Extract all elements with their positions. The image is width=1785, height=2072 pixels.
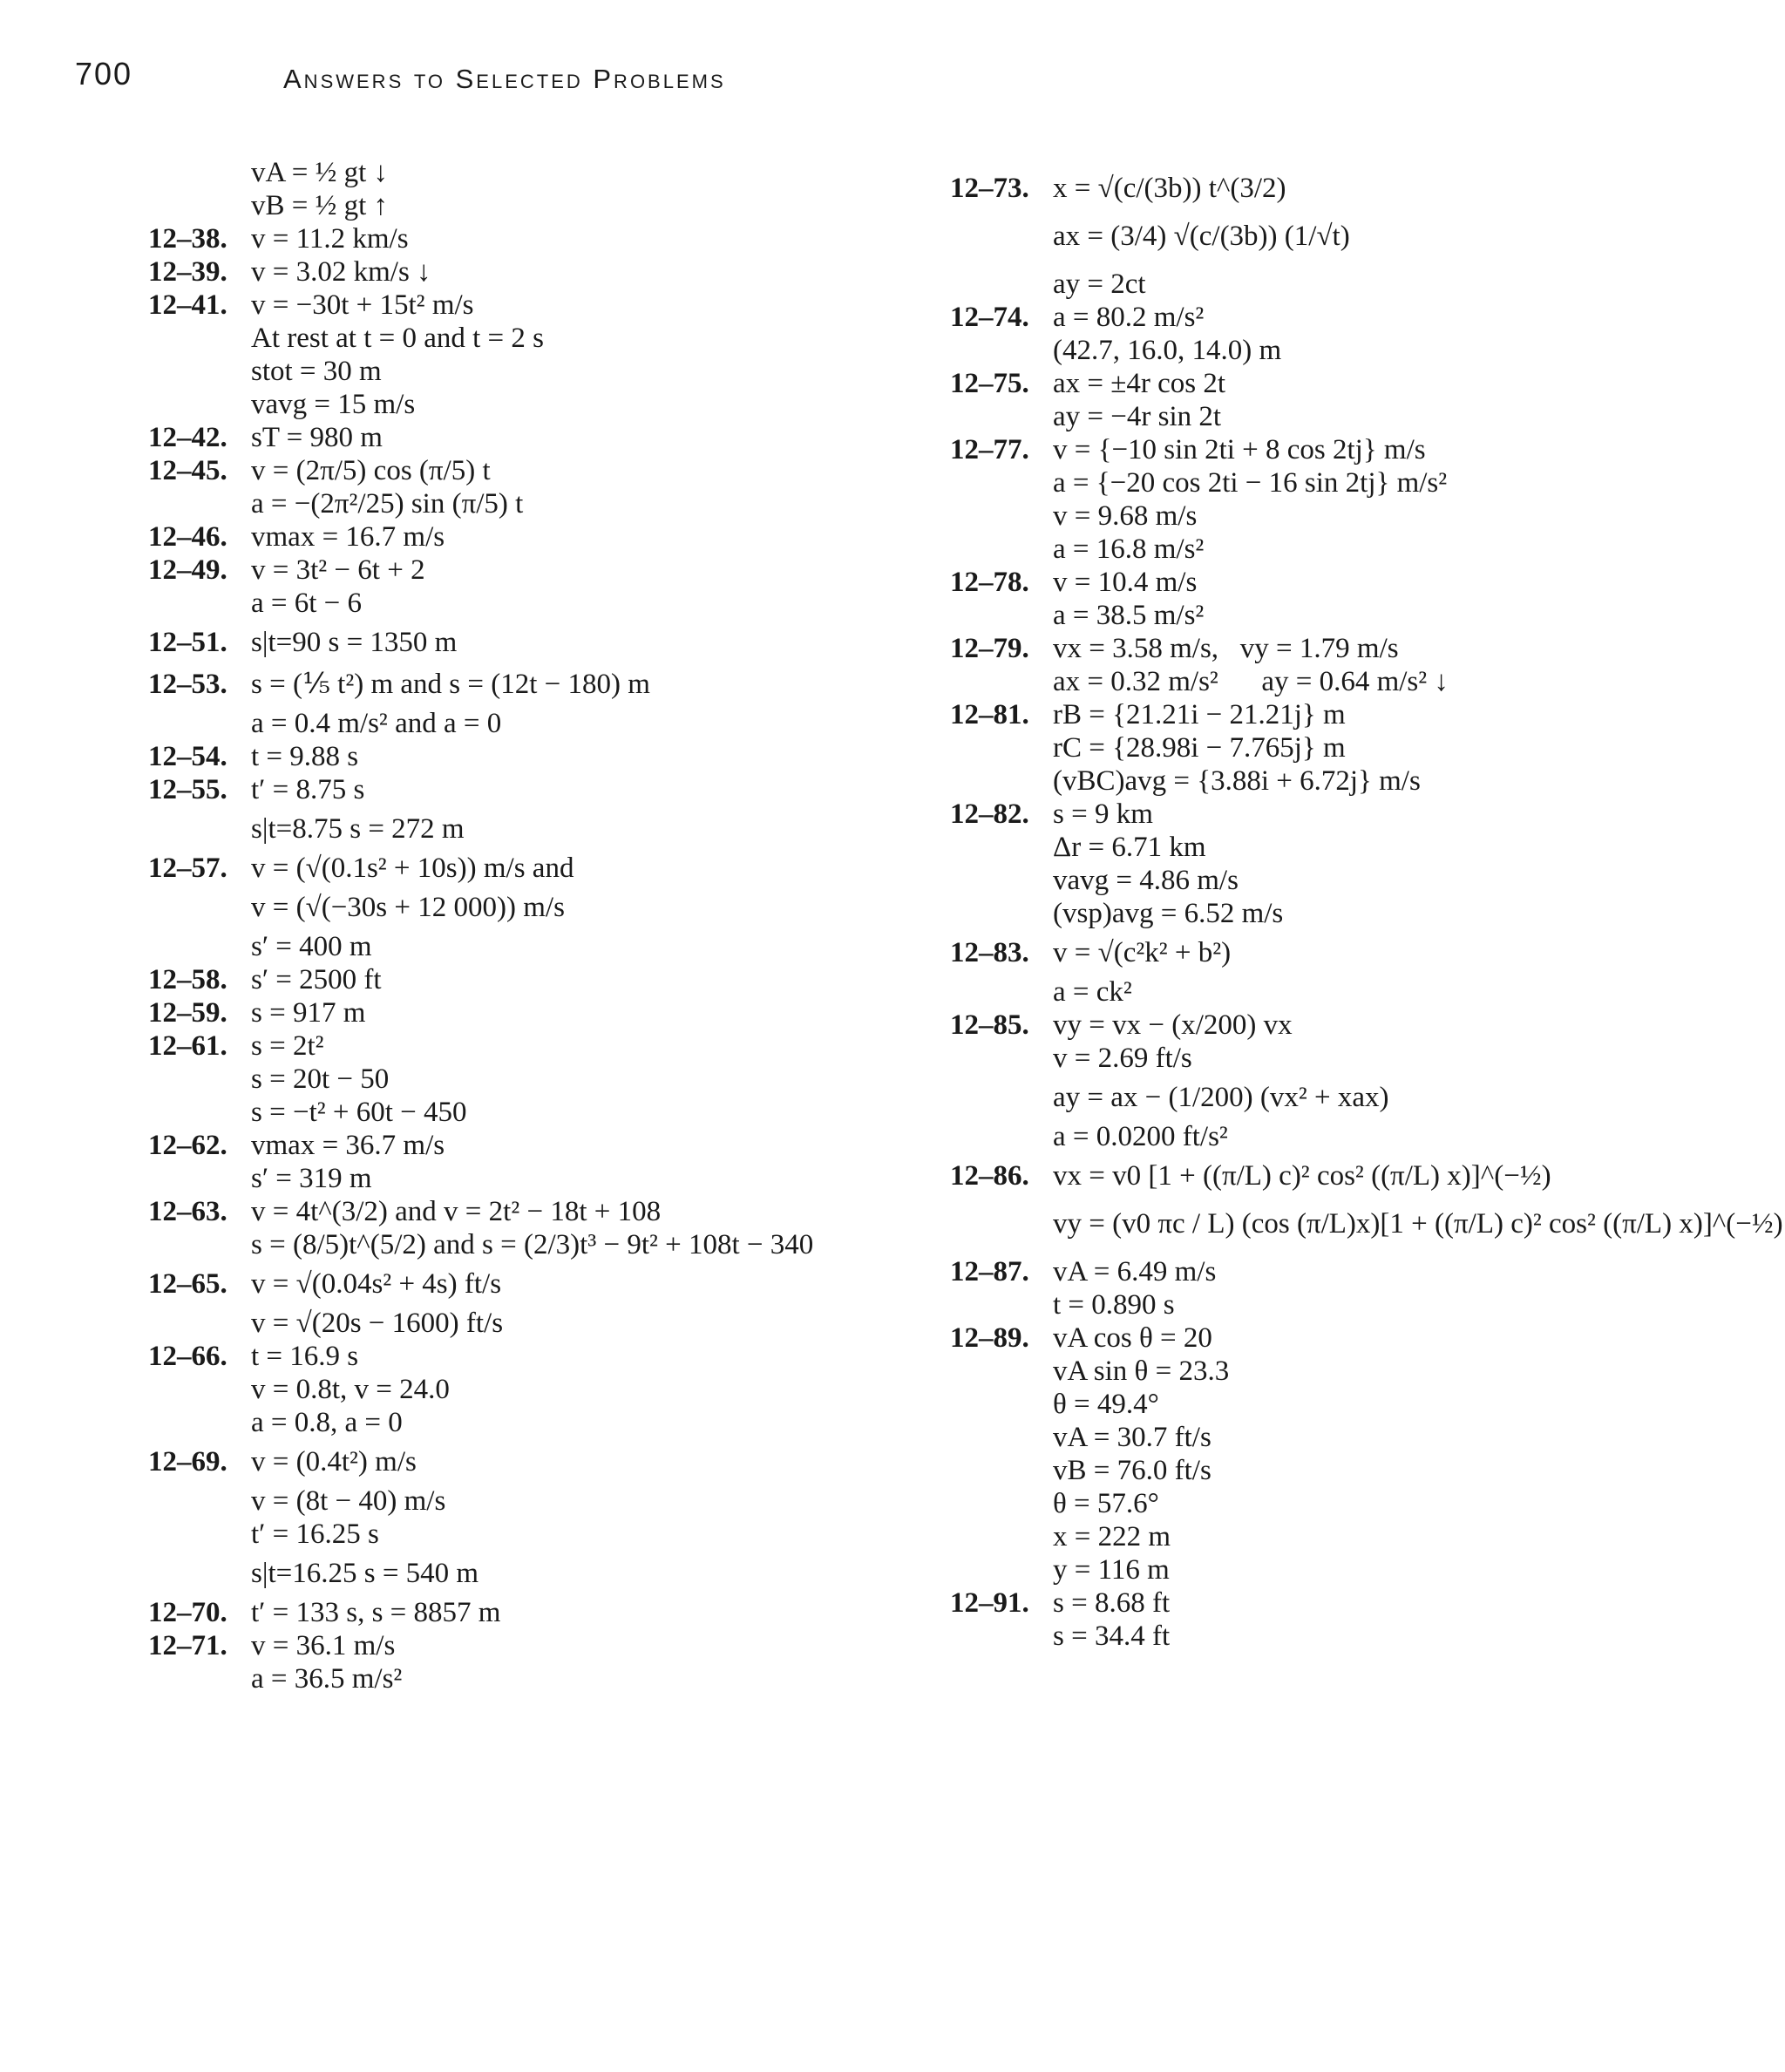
problem-number: 12–69. (148, 1446, 227, 1478)
answer-entry (950, 1620, 1717, 1653)
answer-entry (950, 865, 1717, 897)
answer-entry (148, 813, 837, 846)
running-head: Answers to Selected Problems (283, 64, 726, 94)
answer-text: a = 80.2 m/s² (1053, 302, 1205, 333)
problem-number: 12–65. (148, 1268, 227, 1300)
answer-entry (148, 1308, 837, 1340)
answer-text: t′ = 133 s, s = 8857 m (251, 1597, 501, 1628)
answer-text: vA = 30.7 ft/s (1053, 1422, 1211, 1453)
problem-number: 12–86. (950, 1160, 1029, 1192)
answer-text: v = (√(−30s + 12 000)) m/s (251, 892, 565, 923)
answer-entry (950, 500, 1717, 533)
answer-text: vA = 6.49 m/s (1053, 1256, 1217, 1287)
answer-text: a = 0.4 m/s² and a = 0 (251, 708, 502, 739)
answer-entry (148, 1597, 837, 1629)
answer-entry (950, 765, 1717, 798)
answer-text: s = 917 m (251, 997, 366, 1029)
answer-text: a = 36.5 m/s² (251, 1663, 403, 1695)
answer-text: y = 116 m (1053, 1554, 1170, 1586)
answer-text: vy = (v0 πc / L) (cos (π/L)x)[1 + ((π/L) c)² cos² ((π/L) x)]^(−½) (1053, 1208, 1783, 1240)
answer-entry (950, 221, 1717, 253)
answer-text: ax = (3/4) √(c/(3b)) (1/√t) (1053, 221, 1350, 252)
answer-entry (950, 1289, 1717, 1321)
answer-entry (148, 455, 837, 487)
answer-text: s = 2t² (251, 1030, 324, 1062)
problem-number: 12–45. (148, 455, 227, 486)
answer-entry (148, 666, 837, 701)
answer-entry (148, 627, 837, 659)
answer-entry (148, 223, 837, 255)
answer-entry (950, 633, 1717, 665)
answer-entry (950, 1422, 1717, 1454)
answer-entry (148, 554, 837, 587)
answer-text: ay = 2ct (1053, 268, 1146, 300)
answer-entry (148, 190, 837, 222)
problem-number: 12–42. (148, 422, 227, 453)
problem-number: 12–74. (950, 302, 1029, 333)
answer-entry (950, 1389, 1717, 1421)
answer-text: s = 8.68 ft (1053, 1587, 1171, 1619)
answer-text: x = √(c/(3b)) t^(3/2) (1053, 173, 1286, 204)
answer-text: vavg = 4.86 m/s (1053, 865, 1239, 896)
answer-entry (148, 1229, 837, 1261)
problem-number: 12–81. (950, 699, 1029, 730)
answer-entry (950, 1082, 1717, 1114)
answers-column-left (148, 157, 837, 1696)
problem-number: 12–59. (148, 997, 227, 1029)
answer-entry (950, 1554, 1717, 1586)
problem-number: 12–73. (950, 173, 1029, 204)
answer-text: v = 3t² − 6t + 2 (251, 554, 425, 586)
answer-text: vmax = 36.7 m/s (251, 1130, 445, 1161)
answer-text: v = (2π/5) cos (π/5) t (251, 455, 491, 486)
answer-entry (950, 732, 1717, 764)
answer-entry (148, 1446, 837, 1478)
answer-entry (148, 1196, 837, 1228)
answer-entry (950, 335, 1717, 367)
problem-number: 12–51. (148, 627, 227, 658)
answer-text: s′ = 400 m (251, 931, 372, 962)
answer-text: (42.7, 16.0, 14.0) m (1053, 335, 1282, 366)
answers-column-right (950, 157, 1783, 1654)
answer-text: v = 10.4 m/s (1053, 567, 1198, 598)
problem-number: 12–87. (950, 1256, 1029, 1287)
problem-number: 12–89. (950, 1322, 1029, 1354)
answer-text: v = √(c²k² + b²) (1053, 937, 1232, 968)
answer-entry (148, 521, 837, 554)
answer-text: stot = 30 m (251, 356, 382, 387)
answer-text: v = −30t + 15t² m/s (251, 289, 474, 321)
answer-entry (148, 1097, 837, 1129)
answer-entry (148, 256, 837, 289)
answer-text: vy = vx − (x/200) vx (1053, 1009, 1293, 1041)
answer-text: ax = ±4r cos 2t (1053, 368, 1226, 399)
answer-entry (950, 1256, 1717, 1288)
answer-text: v = 36.1 m/s (251, 1630, 396, 1661)
answer-text: At rest at t = 0 and t = 2 s (251, 323, 545, 354)
problem-number: 12–57. (148, 853, 227, 884)
answer-entry (148, 964, 837, 996)
answer-entry (950, 937, 1717, 969)
answer-text: a = ck² (1053, 976, 1132, 1008)
answer-text: vB = 76.0 ft/s (1053, 1455, 1211, 1486)
answer-entry (148, 892, 837, 924)
answer-text: rC = {28.98i − 7.765j} m (1053, 732, 1346, 764)
answer-text: a = 0.0200 ft/s² (1053, 1121, 1228, 1152)
answer-text: s|t=90 s = 1350 m (251, 627, 458, 658)
answer-text: s|t=8.75 s = 272 m (251, 813, 465, 845)
answer-text: vA cos θ = 20 (1053, 1322, 1212, 1354)
answer-text: v = (√(0.1s² + 10s)) m/s and (251, 853, 574, 884)
answer-entry (950, 1587, 1717, 1620)
answer-entry (148, 741, 837, 773)
answer-text: Δr = 6.71 km (1053, 832, 1206, 863)
problem-number: 12–39. (148, 256, 227, 288)
answer-text: v = 2.69 ft/s (1053, 1043, 1192, 1074)
answer-text: vA = ½ gt ↓ (251, 157, 389, 188)
answer-entry (148, 389, 837, 421)
answer-entry (148, 1663, 837, 1695)
page-number: 700 (75, 56, 133, 92)
answer-entry (950, 898, 1717, 930)
answer-entry (950, 1455, 1717, 1487)
answer-text: θ = 49.4° (1053, 1389, 1159, 1420)
problem-number: 12–77. (950, 434, 1029, 465)
problem-number: 12–91. (950, 1587, 1029, 1619)
answer-entry (148, 1485, 837, 1518)
answer-entry (950, 302, 1717, 334)
answer-entry (950, 1043, 1717, 1075)
answer-text: t = 0.890 s (1053, 1289, 1175, 1321)
answer-entry (148, 1558, 837, 1590)
answer-text: s = (⅕ t²) m and s = (12t − 180) m (251, 669, 650, 700)
answer-entry (148, 1163, 837, 1195)
answer-entry (950, 976, 1717, 1009)
answer-text: s|t=16.25 s = 540 m (251, 1558, 479, 1589)
answer-text: a = −(2π²/25) sin (π/5) t (251, 488, 524, 520)
answer-text: s = (8/5)t^(5/2) and s = (2/3)t³ − 9t² + 108t − 340 (251, 1229, 814, 1260)
problem-number: 12–71. (148, 1630, 227, 1661)
answer-entry (148, 997, 837, 1029)
answer-entry (950, 268, 1717, 301)
answer-entry (148, 1341, 837, 1373)
answer-text: v = {−10 sin 2ti + 8 cos 2tj} m/s (1053, 434, 1426, 465)
answer-text: a = 16.8 m/s² (1053, 533, 1205, 565)
problem-number: 12–41. (148, 289, 227, 321)
answer-text: vx = v0 [1 + ((π/L) c)² cos² ((π/L) x)]^(−½) (1053, 1160, 1551, 1192)
answer-entry (950, 368, 1717, 400)
answer-entry (148, 708, 837, 740)
answer-text: t′ = 8.75 s (251, 774, 365, 805)
answer-text: s′ = 2500 ft (251, 964, 382, 995)
answer-entry (148, 1518, 837, 1551)
answer-text: s = 20t − 50 (251, 1063, 390, 1095)
answer-entry (148, 1130, 837, 1162)
problem-number: 12–79. (950, 633, 1029, 664)
answer-entry (148, 157, 837, 189)
answer-text: v = (0.4t²) m/s (251, 1446, 417, 1478)
answer-text: v = 3.02 km/s ↓ (251, 256, 431, 288)
answer-entry (950, 1521, 1717, 1553)
answer-text: v = √(20s − 1600) ft/s (251, 1308, 504, 1339)
answer-text: s′ = 319 m (251, 1163, 372, 1194)
answer-entry (950, 434, 1717, 466)
answer-entry (148, 356, 837, 388)
answer-entry (148, 931, 837, 963)
answer-text: s = 9 km (1053, 798, 1153, 830)
answer-entry (148, 289, 837, 322)
answer-entry (950, 1488, 1717, 1520)
problem-number: 12–53. (148, 669, 227, 700)
answer-entry (950, 401, 1717, 433)
problem-number: 12–83. (950, 937, 1029, 968)
problem-number: 12–62. (148, 1130, 227, 1161)
problem-number: 12–49. (148, 554, 227, 586)
answer-text: sT = 980 m (251, 422, 383, 453)
answer-entry (950, 467, 1717, 499)
answer-text: (vBC)avg = {3.88i + 6.72j} m/s (1053, 765, 1421, 797)
answer-entry (148, 853, 837, 885)
answer-text: a = 38.5 m/s² (1053, 600, 1205, 631)
answer-text: ay = −4r sin 2t (1053, 401, 1222, 432)
answer-text: v = (8t − 40) m/s (251, 1485, 446, 1517)
answer-entry (950, 1208, 1783, 1240)
problem-number: 12–55. (148, 774, 227, 805)
answer-entry (148, 1030, 837, 1063)
answer-entry (950, 533, 1717, 566)
answer-entry (148, 488, 837, 520)
problem-number: 12–82. (950, 798, 1029, 830)
answer-entry (950, 567, 1717, 599)
answer-entry (950, 1009, 1717, 1042)
problem-number: 12–70. (148, 1597, 227, 1628)
answer-text: θ = 57.6° (1053, 1488, 1159, 1519)
answer-entry (148, 1268, 837, 1301)
answer-text: vavg = 15 m/s (251, 389, 416, 420)
answer-entry (950, 1160, 1717, 1192)
answer-text: vA sin θ = 23.3 (1053, 1355, 1230, 1387)
answer-entry (950, 798, 1717, 831)
answer-entry (148, 774, 837, 806)
answer-entry (950, 666, 1717, 698)
problem-number: 12–58. (148, 964, 227, 995)
answer-entry (950, 173, 1717, 205)
answer-entry (148, 588, 837, 620)
answer-text: v = √(0.04s² + 4s) ft/s (251, 1268, 502, 1300)
answer-text: vmax = 16.7 m/s (251, 521, 445, 553)
answer-text: a = 6t − 6 (251, 588, 363, 619)
problem-number: 12–61. (148, 1030, 227, 1062)
answer-text: t = 9.88 s (251, 741, 359, 772)
answer-entry (950, 699, 1717, 731)
answer-text: vB = ½ gt ↑ (251, 190, 389, 221)
problem-number: 12–78. (950, 567, 1029, 598)
answer-text: ay = ax − (1/200) (vx² + xax) (1053, 1082, 1389, 1113)
answer-text: x = 222 m (1053, 1521, 1171, 1552)
answer-text: rB = {21.21i − 21.21j} m (1053, 699, 1346, 730)
problem-number: 12–46. (148, 521, 227, 553)
answer-text: s = 34.4 ft (1053, 1620, 1171, 1652)
problem-number: 12–63. (148, 1196, 227, 1227)
answer-text: (vsp)avg = 6.52 m/s (1053, 898, 1284, 929)
answer-entry (950, 1121, 1717, 1153)
answer-entry (950, 832, 1717, 864)
answer-text: s = −t² + 60t − 450 (251, 1097, 467, 1128)
problem-number: 12–85. (950, 1009, 1029, 1041)
answer-text: v = 4t^(3/2) and v = 2t² − 18t + 108 (251, 1196, 662, 1227)
answer-text: v = 9.68 m/s (1053, 500, 1198, 532)
answer-entry (950, 1355, 1717, 1388)
answer-entry (148, 1374, 837, 1406)
problem-number: 12–54. (148, 741, 227, 772)
answer-entry (148, 1630, 837, 1662)
answer-text: t = 16.9 s (251, 1341, 359, 1372)
answer-entry (148, 323, 837, 355)
answer-text: v = 11.2 km/s (251, 223, 409, 255)
answer-text: ax = 0.32 m/s² ay = 0.64 m/s² ↓ (1053, 666, 1449, 697)
answer-entry (148, 1063, 837, 1096)
answer-text: a = 0.8, a = 0 (251, 1407, 403, 1438)
answer-entry (950, 1322, 1717, 1355)
answer-text: t′ = 16.25 s (251, 1518, 379, 1550)
problem-number: 12–75. (950, 368, 1029, 399)
answer-entry (950, 600, 1717, 632)
answer-text: v = 0.8t, v = 24.0 (251, 1374, 450, 1405)
answer-entry (148, 422, 837, 454)
problem-number: 12–38. (148, 223, 227, 255)
answer-text: vx = 3.58 m/s, vy = 1.79 m/s (1053, 633, 1399, 664)
answer-text: a = {−20 cos 2ti − 16 sin 2tj} m/s² (1053, 467, 1448, 499)
answer-entry (148, 1407, 837, 1439)
problem-number: 12–66. (148, 1341, 227, 1372)
